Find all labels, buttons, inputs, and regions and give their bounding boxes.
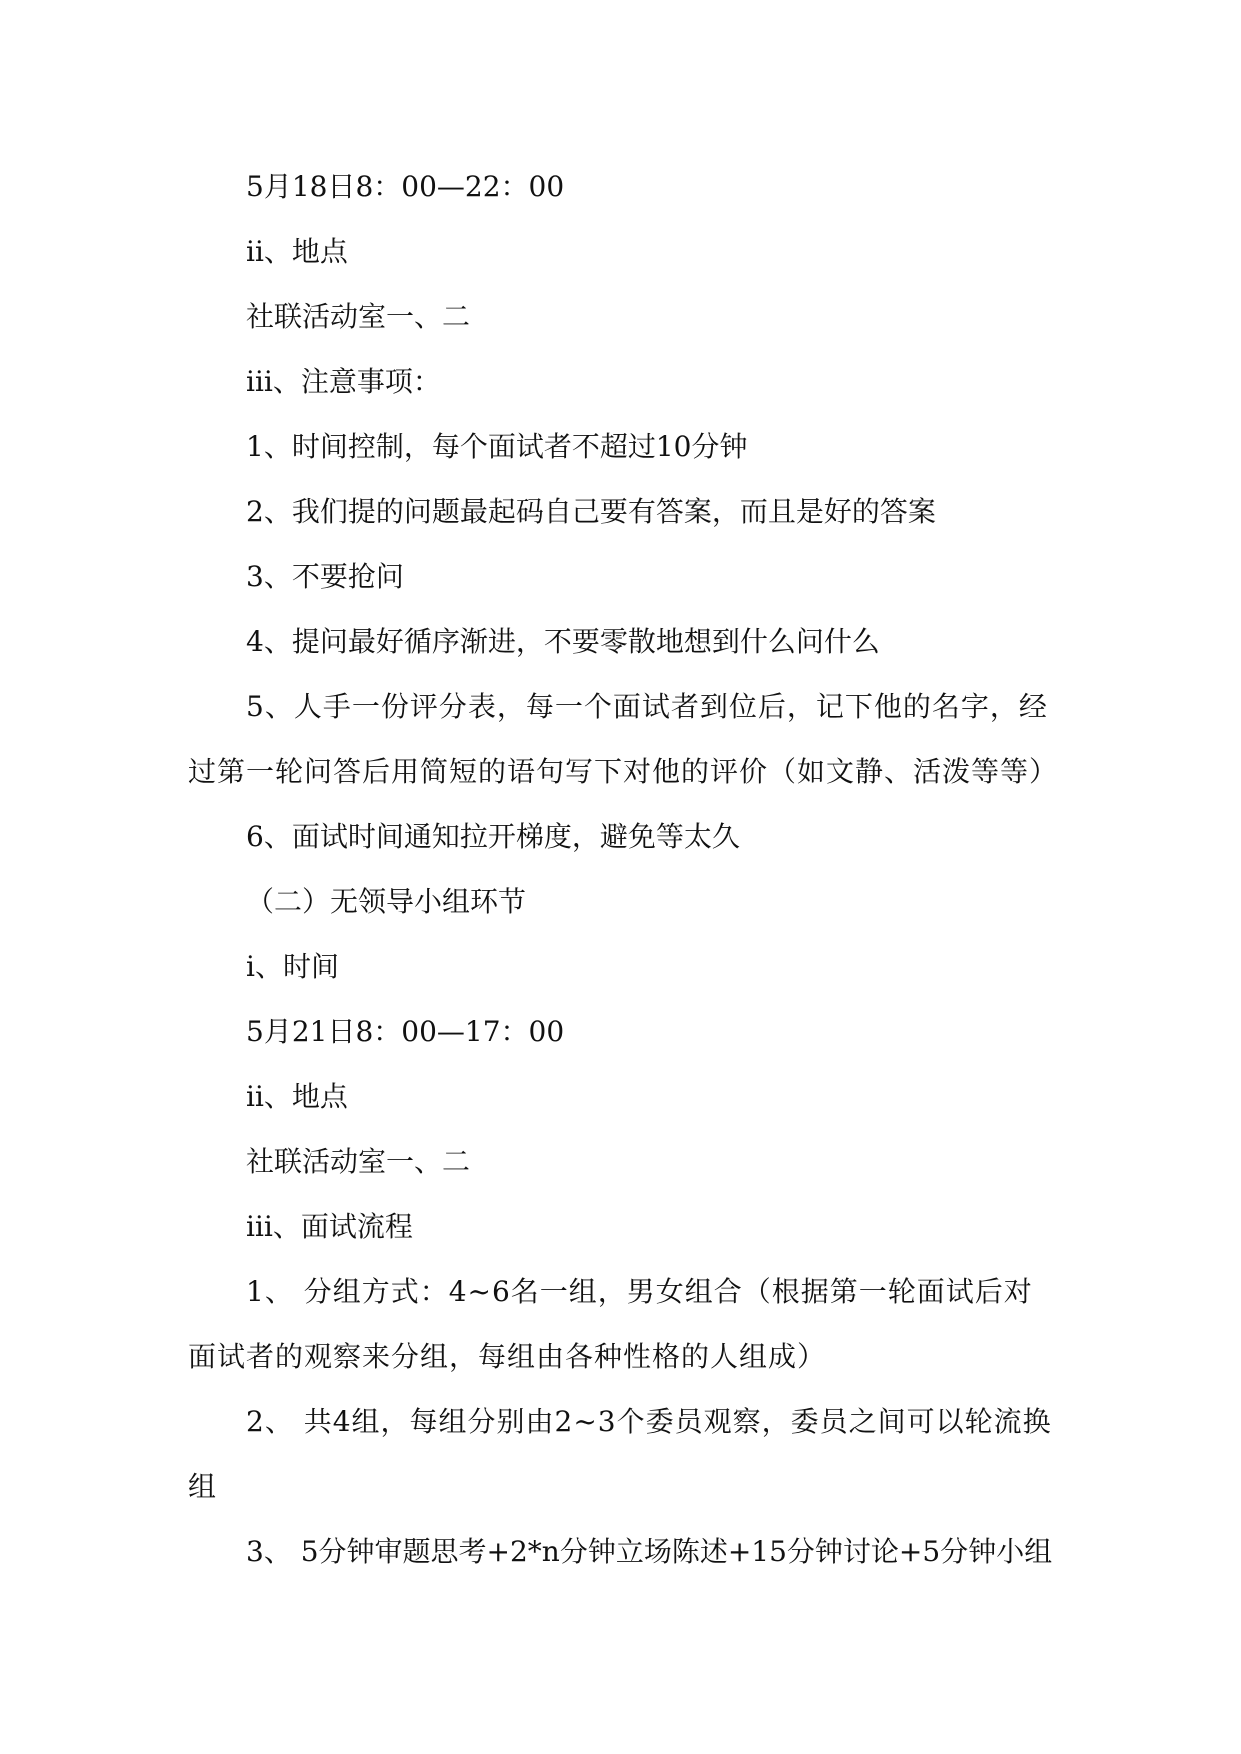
- note-item-6: 6、面试时间通知拉开梯度，避免等太久: [246, 820, 740, 853]
- note-item-2: 2、我们提的问题最起码自己要有答案，而且是好的答案: [246, 495, 936, 528]
- note-item-4: 4、提问最好循序渐进，不要零散地想到什么问什么: [246, 625, 880, 658]
- process-item-2: 2、 共4组，每组分别由2~3个委员观察，委员之间可以轮流换组: [188, 1405, 1052, 1503]
- note-item-3: 3、不要抢问: [246, 560, 404, 593]
- location-heading-2: ⅱ、地点: [246, 1080, 348, 1113]
- section-heading-2: （二）无领导小组环节: [246, 885, 527, 918]
- process-heading: ⅲ、面试流程: [246, 1210, 413, 1243]
- process-item-3: 3、 5分钟审题思考+2*n分钟立场陈述+15分钟讨论+5分钟小组: [246, 1535, 1053, 1568]
- time-paragraph-1: 5月18日8：00—22：00: [246, 170, 565, 203]
- notes-heading: ⅲ、注意事项：: [246, 365, 441, 398]
- document-body: [188, 154, 1058, 1584]
- note-item-1: 1、时间控制，每个面试者不超过10分钟: [246, 430, 748, 463]
- location-heading-1: ⅱ、地点: [246, 235, 348, 268]
- time-heading-2: ⅰ、时间: [246, 950, 339, 983]
- note-item-5: 5、人手一份评分表，每一个面试者到位后，记下他的名字，经过第一轮问答后用简短的语句写下对他的评价（如文静、活泼等等）: [188, 690, 1059, 788]
- time-paragraph-2: 5月21日8：00—17：00: [246, 1015, 565, 1048]
- location-paragraph-2: 社联活动室一、二: [246, 1145, 471, 1178]
- process-item-1: 1、 分组方式：4~6名一组，男女组合（根据第一轮面试后对面试者的观察来分组，每组由各种性格的人组成）: [188, 1275, 1033, 1373]
- location-paragraph-1: 社联活动室一、二: [246, 300, 471, 333]
